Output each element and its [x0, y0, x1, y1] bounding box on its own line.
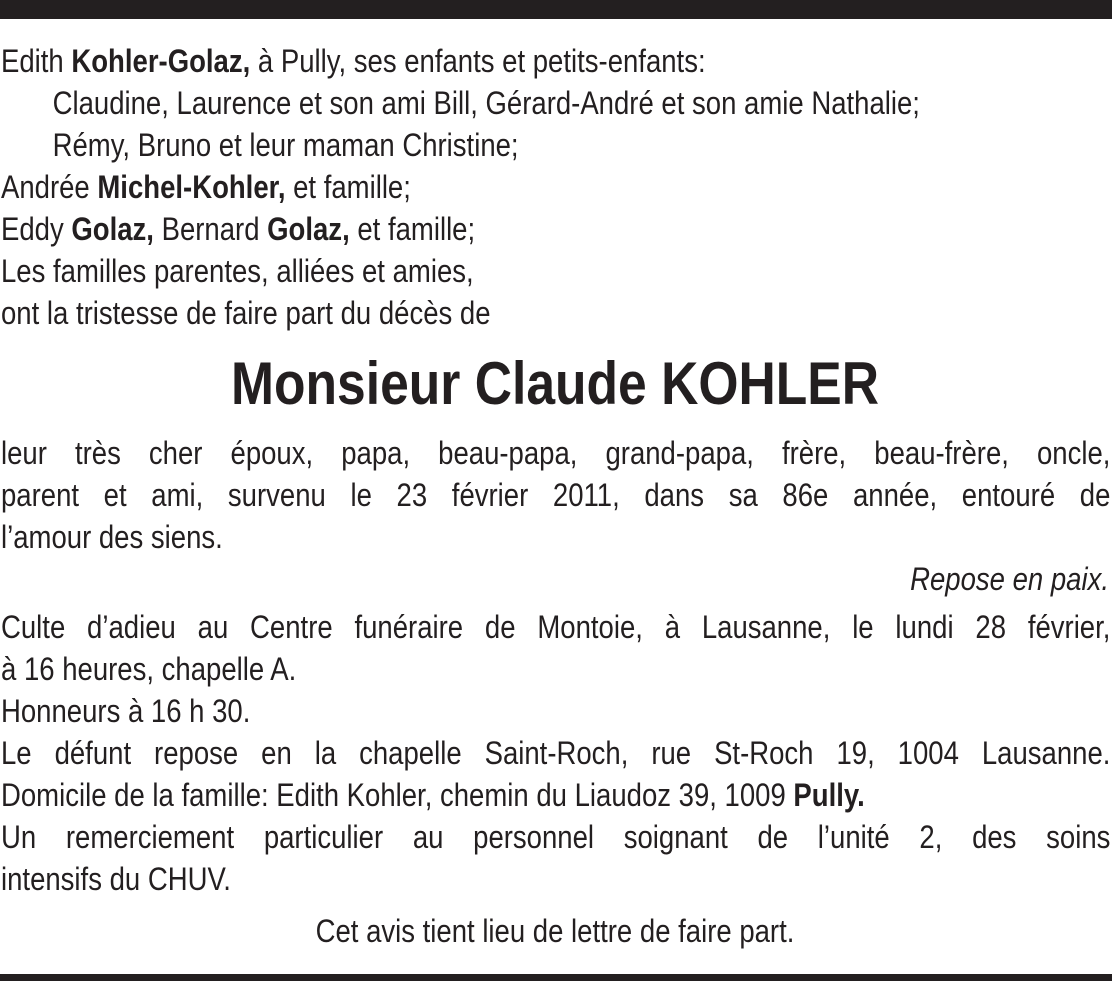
family-line-2: Claudine, Laurence et son ami Bill, Gérard-André et son amie Nathalie; — [52, 85, 920, 121]
surname-bold: Michel-Kohler, — [97, 169, 286, 205]
family-line-1 — [1, 40, 1110, 82]
family-line-4 — [1, 166, 1110, 208]
surname-bold: Golaz, — [71, 211, 154, 247]
name-text: Bernard — [161, 211, 260, 247]
top-rule — [0, 0, 1112, 19]
ceremony-line-1: Culte d’adieu au Centre funéraire de Montoie, à Lausanne, le lundi 28 février, — [1, 609, 1111, 645]
address-text: Domicile de la famille: Edith Kohler, chemin du Liaudoz 39, 1009 — [1, 777, 786, 813]
obituary-notice — [1, 40, 1109, 952]
tribute-line-1: leur très cher époux, papa, beau-papa, grand-papa, frère, beau-frère, oncle, — [1, 435, 1111, 471]
line-text: à Pully, ses enfants et petits-enfants: — [257, 43, 706, 79]
name-text: Andrée — [1, 169, 90, 205]
tribute-line-3: l’amour des siens. — [1, 519, 223, 555]
name-text: Eddy — [1, 211, 64, 247]
bottom-rule — [0, 974, 1112, 981]
line-text: et famille; — [293, 169, 411, 205]
family-line-6: Les familles parentes, alliées et amies, — [1, 253, 474, 289]
ceremony-line-5 — [1, 774, 1110, 816]
ceremony-line-2: à 16 heures, chapelle A. — [1, 651, 297, 687]
ceremony-line-4: Le défunt repose en la chapelle Saint-Roch, rue St-Roch 19, 1004 Lausanne. — [1, 735, 1111, 771]
family-line-3: Rémy, Bruno et leur maman Christine; — [52, 127, 519, 163]
name-text: Edith — [1, 43, 64, 79]
deceased-name-title: Monsieur Claude KOHLER — [231, 350, 879, 417]
surname-bold: Golaz, — [267, 211, 350, 247]
closing-line: Cet avis tient lieu de lettre de faire part. — [315, 913, 795, 949]
line-text: et famille; — [357, 211, 476, 247]
ceremony-line-3: Honneurs à 16 h 30. — [1, 693, 251, 729]
thanks-line-1: Un remerciement particulier au personnel soignant de l’unité 2, des soins — [1, 819, 1111, 855]
tribute-line-2: parent et ami, survenu le 23 février 2011, dans sa 86e année, entouré de — [1, 477, 1111, 513]
epitaph: Repose en paix. — [910, 561, 1109, 597]
family-line-5 — [1, 208, 1110, 250]
town-bold: Pully. — [793, 777, 865, 813]
thanks-line-2: intensifs du CHUV. — [1, 861, 231, 897]
family-line-7: ont la tristesse de faire part du décès de — [1, 295, 491, 331]
surname-bold: Kohler-Golaz, — [71, 43, 251, 79]
